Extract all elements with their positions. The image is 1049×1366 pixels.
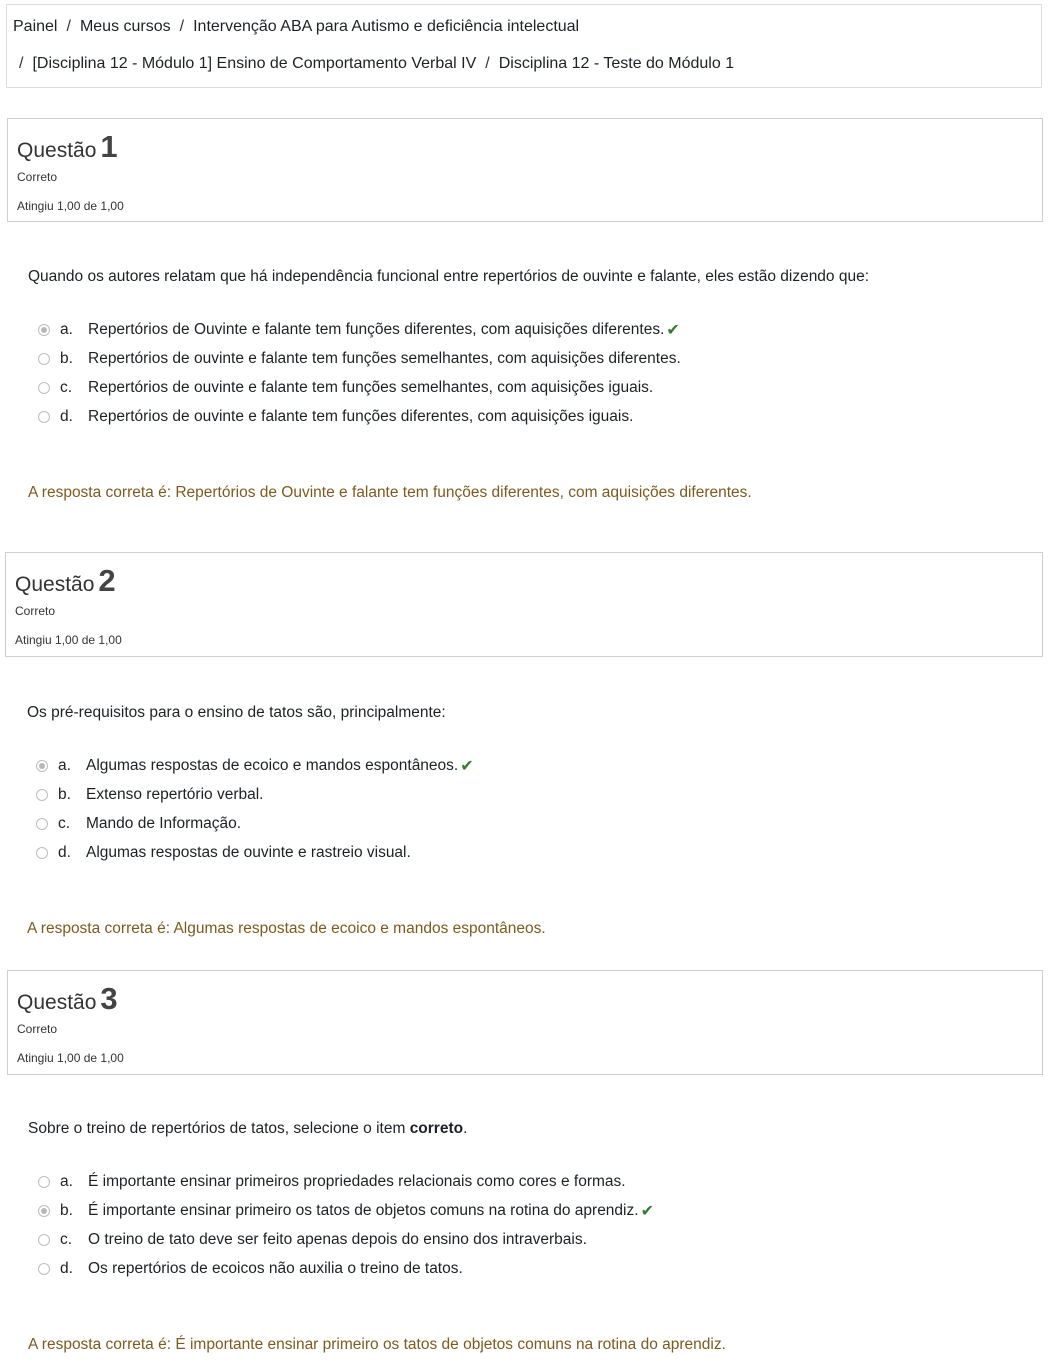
radio-button[interactable] <box>38 1234 50 1246</box>
question-1-answer-d[interactable] <box>38 406 633 428</box>
question-state: Correto <box>17 170 58 184</box>
question-number: 2 <box>98 563 116 598</box>
breadcrumb-meus-cursos[interactable]: Meus cursos <box>79 18 171 35</box>
answer-text: Repertórios de ouvinte e falante tem funções semelhantes, com aquisições diferentes. <box>88 350 681 367</box>
question-3-title <box>17 981 118 1017</box>
question-3-answer-a[interactable] <box>38 1171 626 1193</box>
question-1-title <box>17 129 118 165</box>
breadcrumb-course[interactable]: Intervenção ABA para Autismo e deficiência intelectual <box>193 18 580 35</box>
answer-letter: a. <box>60 321 73 338</box>
question-1-answer-b[interactable] <box>38 348 681 370</box>
answer-text: Extenso repertório verbal. <box>86 786 264 803</box>
breadcrumb-line-2 <box>19 55 734 73</box>
question-number: 1 <box>100 129 118 164</box>
check-icon: ✔ <box>460 758 474 775</box>
question-number: 3 <box>100 981 118 1016</box>
question-state: Correto <box>15 604 56 618</box>
check-icon: ✔ <box>640 1203 654 1220</box>
question-state: Correto <box>17 1022 58 1036</box>
question-text-part: . <box>463 1120 468 1137</box>
answer-text: Repertórios de ouvinte e falante tem funções diferentes, com aquisições iguais. <box>88 408 634 425</box>
check-icon: ✔ <box>666 322 680 339</box>
answer-text: É importante ensinar primeiros propriedades relacionais como cores e formas. <box>88 1173 626 1190</box>
breadcrumb-separator: / <box>179 18 185 35</box>
question-2-feedback: A resposta correta é: Algumas respostas de ecoico e mandos espontâneos. <box>27 920 546 937</box>
radio-button[interactable] <box>36 789 48 801</box>
answer-letter: c. <box>60 379 73 396</box>
question-grade: Atingiu 1,00 de 1,00 <box>17 1051 124 1065</box>
radio-button[interactable] <box>38 1205 50 1217</box>
answer-letter: b. <box>60 1202 73 1219</box>
answer-letter: c. <box>60 1231 73 1248</box>
radio-button[interactable] <box>38 411 50 423</box>
question-3-feedback: A resposta correta é: É importante ensinar primeiro os tatos de objetos comuns na rotina do aprendiz. <box>28 1336 726 1353</box>
question-2-answer-a[interactable] <box>36 755 474 777</box>
answer-text: O treino de tato deve ser feito apenas depois do ensino dos intraverbais. <box>88 1231 587 1248</box>
answer-text: É importante ensinar primeiro os tatos de objetos comuns na rotina do aprendiz. <box>88 1202 639 1219</box>
question-2-answer-b[interactable] <box>36 784 263 806</box>
radio-button[interactable] <box>38 382 50 394</box>
answer-letter: a. <box>58 757 71 774</box>
question-text-part: Sobre o treino de repertórios de tatos, selecione o item <box>28 1120 410 1137</box>
answer-text: Algumas respostas de ouvinte e rastreio visual. <box>86 844 411 861</box>
breadcrumb-line-1 <box>13 18 579 36</box>
breadcrumb-separator: / <box>66 18 71 35</box>
answer-letter: b. <box>58 786 71 803</box>
question-1-info <box>7 118 1043 222</box>
breadcrumb <box>6 4 1042 88</box>
answer-letter: d. <box>58 844 71 861</box>
answer-text: Mando de Informação. <box>86 815 242 832</box>
question-grade: Atingiu 1,00 de 1,00 <box>15 633 122 647</box>
question-1-text: Quando os autores relatam que há independência funcional entre repertórios de ouvinte e falante, eles estão dizendo que: <box>28 268 870 285</box>
question-2-text: Os pré-requisitos para o ensino de tatos são, principalmente: <box>27 704 446 721</box>
radio-button[interactable] <box>36 760 48 772</box>
question-3-answer-d[interactable] <box>38 1258 463 1280</box>
breadcrumb-separator: / <box>485 55 490 72</box>
radio-button[interactable] <box>38 1263 50 1275</box>
answer-text: Algumas respostas de ecoico e mandos espontâneos. <box>86 757 459 774</box>
answer-text: Os repertórios de ecoicos não auxilia o treino de tatos. <box>88 1260 463 1277</box>
question-2-answer-d[interactable] <box>36 842 411 864</box>
radio-button[interactable] <box>38 1176 50 1188</box>
answer-letter: c. <box>58 815 71 832</box>
answer-text: Repertórios de Ouvinte e falante tem funções diferentes, com aquisições diferentes. <box>88 321 665 338</box>
question-label: Questão <box>17 139 97 162</box>
question-1-feedback: A resposta correta é: Repertórios de Ouvinte e falante tem funções diferentes, com aquisições diferentes. <box>28 484 752 501</box>
answer-letter: a. <box>60 1173 73 1190</box>
question-3-info <box>7 970 1043 1075</box>
question-3-answer-c[interactable] <box>38 1229 587 1251</box>
question-2-info <box>5 552 1043 657</box>
answer-text: Repertórios de ouvinte e falante tem funções semelhantes, com aquisições iguais. <box>88 379 654 396</box>
radio-button[interactable] <box>36 818 48 830</box>
breadcrumb-painel[interactable]: Painel <box>13 18 58 35</box>
breadcrumb-quiz[interactable]: Disciplina 12 - Teste do Módulo 1 <box>498 55 735 72</box>
question-2-answer-c[interactable] <box>36 813 241 835</box>
question-2-title <box>15 563 116 599</box>
question-3-answer-b[interactable] <box>38 1200 654 1222</box>
radio-button[interactable] <box>38 324 50 336</box>
question-text-emphasis: correto <box>409 1120 464 1137</box>
question-label: Questão <box>17 991 97 1014</box>
breadcrumb-section[interactable]: [Disciplina 12 - Módulo 1] Ensino de Comportamento Verbal IV <box>32 55 477 72</box>
question-3-text <box>28 1120 467 1138</box>
question-label: Questão <box>15 573 95 596</box>
question-grade: Atingiu 1,00 de 1,00 <box>17 199 124 213</box>
radio-button[interactable] <box>36 847 48 859</box>
breadcrumb-separator: / <box>19 55 24 72</box>
radio-button[interactable] <box>38 353 50 365</box>
question-1-answer-c[interactable] <box>38 377 653 399</box>
answer-letter: d. <box>60 1260 73 1277</box>
answer-letter: b. <box>60 350 73 367</box>
answer-letter: d. <box>60 408 73 425</box>
question-1-answer-a[interactable] <box>38 319 680 341</box>
